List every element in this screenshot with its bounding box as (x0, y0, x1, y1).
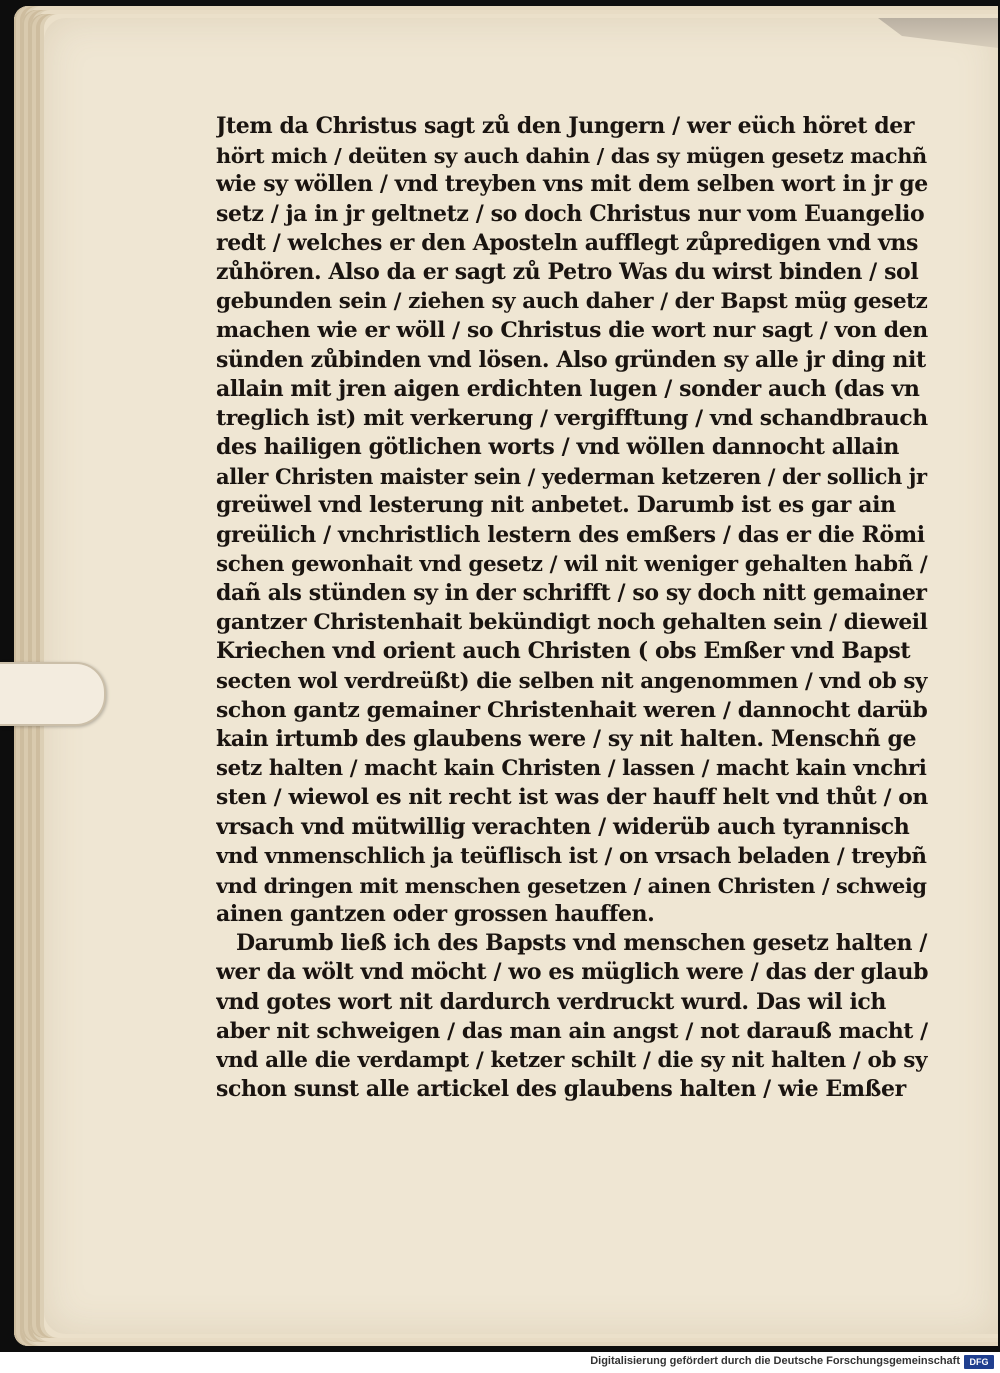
text-line: schon gantz gemainer Christenhait weren / dannocht darüb (216, 696, 928, 723)
text-line: gebunden sein / ziehen sy auch daher / der Bapst müg gesetz (216, 289, 928, 315)
text-line: wer da wölt vnd möcht / wo es müglich were / das der glaub (216, 959, 928, 986)
text-line: aber nit schweigen / das man ain angst / not darauß macht / (216, 1018, 928, 1044)
text-line: dañ als stünden sy in der schrifft / so sy doch nitt gemainer (216, 580, 927, 606)
text-line: aller Christen maister sein / yederman ketzeren / der sollich jr (216, 464, 927, 490)
torn-corner (878, 18, 998, 48)
text-line: kain irtumb des glaubens were / sy nit halten. Menschñ ge (216, 725, 917, 752)
text-line: machen wie er wöll / so Christus die wort nur sagt / von den (216, 317, 928, 344)
text-line: greüwel vnd lesterung nit anbetet. Darumb ist es gar ain (216, 492, 896, 519)
text-line: Jtem da Christus sagt zů den Jungern / wer eüch höret der (216, 113, 915, 139)
text-line: sten / wiewol es nit recht ist was der hauff helt vnd thůt / on (216, 785, 928, 811)
text-line: schon sunst alle artickel des glaubens halten / wie Emßer (216, 1076, 906, 1103)
text-line: treglich ist) mit verkerung / vergifftung / vnd schandbrauch (216, 404, 928, 431)
page-text (216, 112, 928, 1104)
text-line: setz / ja in jr geltnetz / so doch Christus nur vom Euangelio (216, 200, 925, 227)
text-line: greülich / vnchristlich lestern des emßers / das er die Römi (216, 521, 925, 548)
text-line: hört mich / deüten sy auch dahin / das sy mügen gesetz machñ (216, 143, 927, 169)
text-line: setz halten / macht kain Christen / lassen / macht kain vnchri (216, 756, 927, 782)
text-line: vnd alle die verdampt / ketzer schilt / die sy nit halten / ob sy (216, 1048, 928, 1073)
footer-bar (0, 1352, 1000, 1373)
funding-credit: Digitalisierung gefördert durch die Deutsche Forschungsgemeinschaft (590, 1355, 960, 1367)
text-line: sünden zůbinden vnd lösen. Also gründen sy alle jr ding nit (216, 346, 926, 373)
text-line: vnd gotes wort nit dardurch verdruckt wurd. Das wil ich (216, 988, 886, 1015)
text-line: Darumb ließ ich des Bapsts vnd menschen gesetz halten / (236, 930, 928, 957)
text-line: gantzer Christenhait bekündigt noch gehalten sein / dieweil (216, 610, 928, 636)
text-line: ainen gantzen oder grossen hauffen. (216, 901, 655, 928)
text-line: secten wol verdreüßt) die selben nit angenommen / vnd ob sy (216, 668, 928, 694)
text-line: vrsach vnd mütwillig verachten / widerüb auch tyrannisch (216, 813, 910, 840)
text-line: des hailigen götlichen worts / vnd wöllen dannocht allain (216, 434, 899, 461)
text-line: allain mit jren aigen erdichten lugen / sonder auch (das vn (216, 375, 920, 402)
dfg-logo: DFG (964, 1355, 994, 1369)
text-line: Kriechen vnd orient auch Christen ( obs Emßer vnd Bapst (216, 638, 911, 665)
text-line: wie sy wöllen / vnd treyben vns mit dem selben wort in jr ge (216, 171, 928, 198)
text-line: zůhören. Also da er sagt zů Petro Was du wirst binden / sol (216, 258, 919, 285)
text-line: vnd dringen mit menschen gesetzen / ainen Christen / schweig (216, 872, 927, 898)
text-line: redt / welches er den Aposteln aufflegt zůpredigen vnd vns (216, 229, 918, 256)
text-line: vnd vnmenschlich ja teüflisch ist / on vrsach beladen / treybñ (216, 843, 927, 869)
bookmark-tab (0, 662, 106, 726)
text-line: schen gewonhait vnd gesetz / wil nit weniger gehalten habñ / (216, 551, 928, 577)
